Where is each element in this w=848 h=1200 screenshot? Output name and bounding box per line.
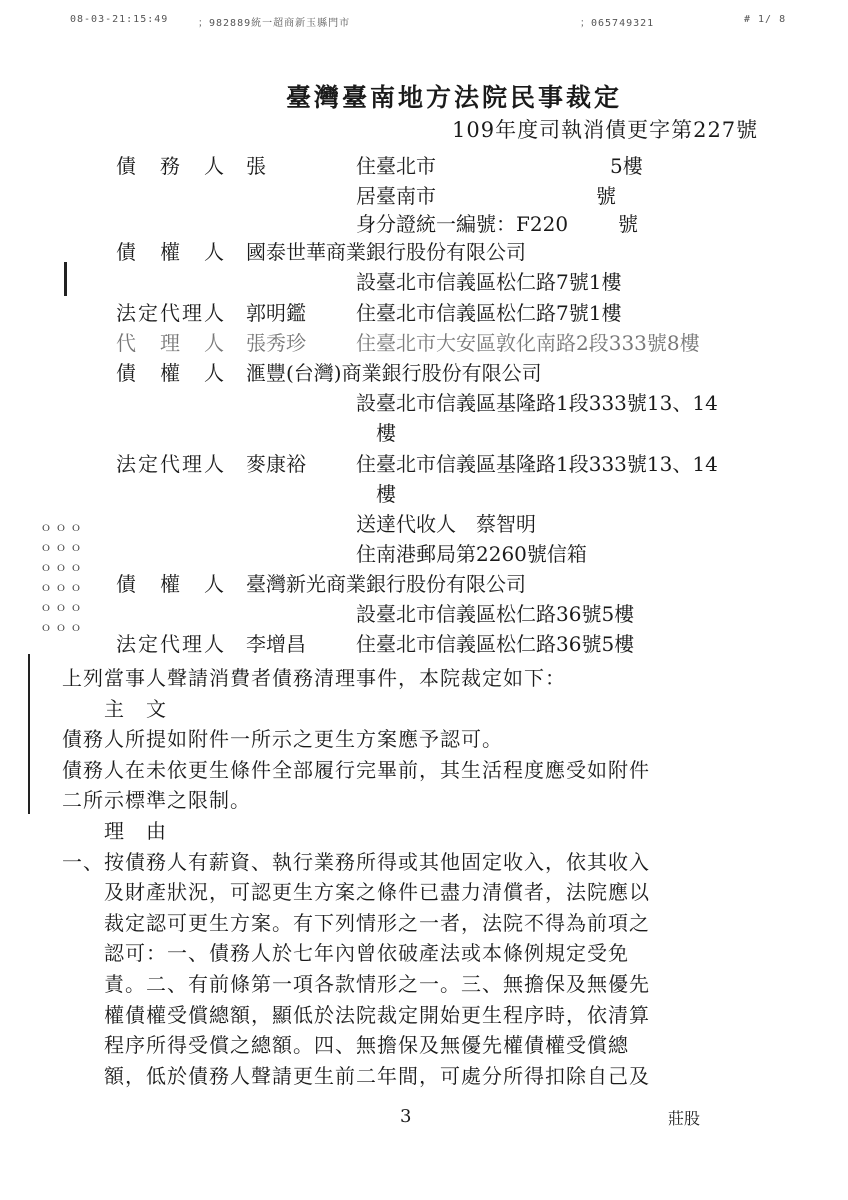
body-line: 上列當事人聲請消費者債務清理事件，本院裁定如下： bbox=[62, 666, 566, 690]
party-address: 設臺北市信義區松仁路7號1樓 bbox=[356, 270, 622, 294]
punch-holes: ｏｏｏ bbox=[40, 560, 86, 574]
party-row bbox=[0, 387, 848, 419]
party-name: 麥康裕 bbox=[246, 452, 306, 476]
punch-holes: ｏｏｏ bbox=[40, 600, 86, 614]
party-address: 身分證統一編號：F220 bbox=[356, 212, 569, 236]
party-row bbox=[0, 598, 848, 630]
party-role: 代 理 人 bbox=[116, 331, 226, 355]
body-line: 責。二、有前條第一項各款情形之一。三、無擔保及無優先 bbox=[62, 972, 650, 996]
fax-header bbox=[0, 14, 848, 28]
body-line: 認可：一、債務人於七年內曾依破產法或本條例規定受免 bbox=[62, 941, 629, 966]
party-row bbox=[0, 417, 848, 449]
fax-sender: ；982889統一超商新玉縣門市 bbox=[198, 18, 351, 29]
party-role: 法定代理人 bbox=[116, 632, 226, 656]
fax-datetime: 08-03-21:15:49 bbox=[70, 14, 169, 25]
party-address: 住臺北市 bbox=[356, 154, 436, 178]
party-address-tail: 號 bbox=[618, 212, 638, 236]
punch-holes: ｏｏｏ bbox=[40, 620, 86, 634]
party-name: 郭明鑑 bbox=[246, 301, 306, 325]
party-row bbox=[0, 150, 848, 182]
party-row bbox=[0, 538, 848, 570]
party-address: 住臺北市信義區松仁路36號5樓 bbox=[356, 632, 635, 656]
body-line: 額，低於債務人聲請更生前二年間，可處分所得扣除自己及 bbox=[62, 1063, 650, 1088]
party-address-tail: 5樓 bbox=[610, 154, 643, 178]
fax-number: ；065749321 bbox=[580, 18, 655, 29]
party-address: 居臺南市 bbox=[356, 184, 436, 208]
party-row bbox=[0, 628, 848, 660]
party-row bbox=[0, 297, 848, 329]
party-name: 李增昌 bbox=[246, 632, 306, 656]
punch-holes: ｏｏｏ bbox=[40, 580, 86, 594]
body-line: 一、按債務人有薪資、執行業務所得或其他固定收入，依其收入 bbox=[62, 849, 650, 874]
party-address: 設臺北市信義區松仁路36號5樓 bbox=[356, 602, 635, 626]
party-row bbox=[0, 568, 848, 600]
body-line: 權債權受償總額，顯低於法院裁定開始更生程序時，依清算 bbox=[62, 1002, 650, 1027]
party-row bbox=[0, 508, 848, 540]
party-name: 臺灣新光商業銀行股份有限公司 bbox=[246, 572, 526, 596]
party-role: 法定代理人 bbox=[116, 452, 226, 476]
body-line: 裁定認可更生方案。有下列情形之一者，法院不得為前項之 bbox=[62, 910, 650, 935]
party-row bbox=[0, 266, 848, 298]
party-role: 法定代理人 bbox=[116, 301, 226, 325]
fax-page: # 1/ 8 bbox=[744, 14, 787, 25]
party-row bbox=[0, 448, 848, 480]
party-row bbox=[0, 478, 848, 510]
punch-holes: ｏｏｏ bbox=[40, 540, 86, 554]
party-name: 張 bbox=[246, 154, 266, 178]
party-address: 送達代收人 蔡智明 bbox=[356, 512, 536, 536]
case-number: 109年度司執消債更字第227號 bbox=[452, 118, 759, 142]
party-role: 債 務 人 bbox=[116, 154, 226, 178]
document-title: 臺灣臺南地方法院民事裁定 bbox=[285, 83, 622, 112]
body-line: 程序所得受償之總額。四、無擔保及無優先權債權受償總 bbox=[62, 1033, 629, 1058]
party-address-tail: 號 bbox=[596, 184, 616, 208]
body-line: 主 文 bbox=[62, 696, 167, 721]
body-line: 理 由 bbox=[62, 819, 167, 843]
party-address: 樓 bbox=[356, 421, 396, 445]
division-note: 莊股 bbox=[668, 1109, 701, 1128]
party-role: 債 權 人 bbox=[116, 240, 226, 264]
punch-holes: ｏｏｏ bbox=[40, 520, 86, 534]
party-role: 債 權 人 bbox=[116, 572, 226, 596]
party-row bbox=[0, 236, 848, 268]
party-address: 設臺北市信義區基隆路1段333號13、14 bbox=[356, 391, 718, 415]
party-address: 樓 bbox=[356, 482, 396, 506]
party-address: 住臺北市信義區松仁路7號1樓 bbox=[356, 301, 622, 325]
page-number: 3 bbox=[400, 1106, 412, 1127]
party-address: 住臺北市大安區敦化南路2段333號8樓 bbox=[356, 331, 700, 355]
party-name: 國泰世華商業銀行股份有限公司 bbox=[246, 240, 526, 264]
party-row bbox=[0, 327, 848, 359]
party-address: 住南港郵局第2260號信箱 bbox=[356, 542, 587, 566]
party-row bbox=[0, 357, 848, 389]
party-name: 張秀珍 bbox=[246, 331, 306, 355]
body-line: 債務人在未依更生條件全部履行完畢前，其生活程度應受如附件 bbox=[62, 757, 650, 782]
party-role: 債 權 人 bbox=[116, 361, 226, 385]
body-line: 二所示標準之限制。 bbox=[62, 788, 251, 813]
margin-bracket bbox=[28, 654, 30, 814]
party-address: 住臺北市信義區基隆路1段333號13、14 bbox=[356, 452, 718, 476]
party-name: 滙豐(台灣)商業銀行股份有限公司 bbox=[246, 361, 542, 385]
body-line: 債務人所提如附件一所示之更生方案應予認可。 bbox=[62, 727, 503, 752]
body-line: 及財產狀況，可認更生方案之條件已盡力清償者，法院應以 bbox=[62, 880, 650, 905]
